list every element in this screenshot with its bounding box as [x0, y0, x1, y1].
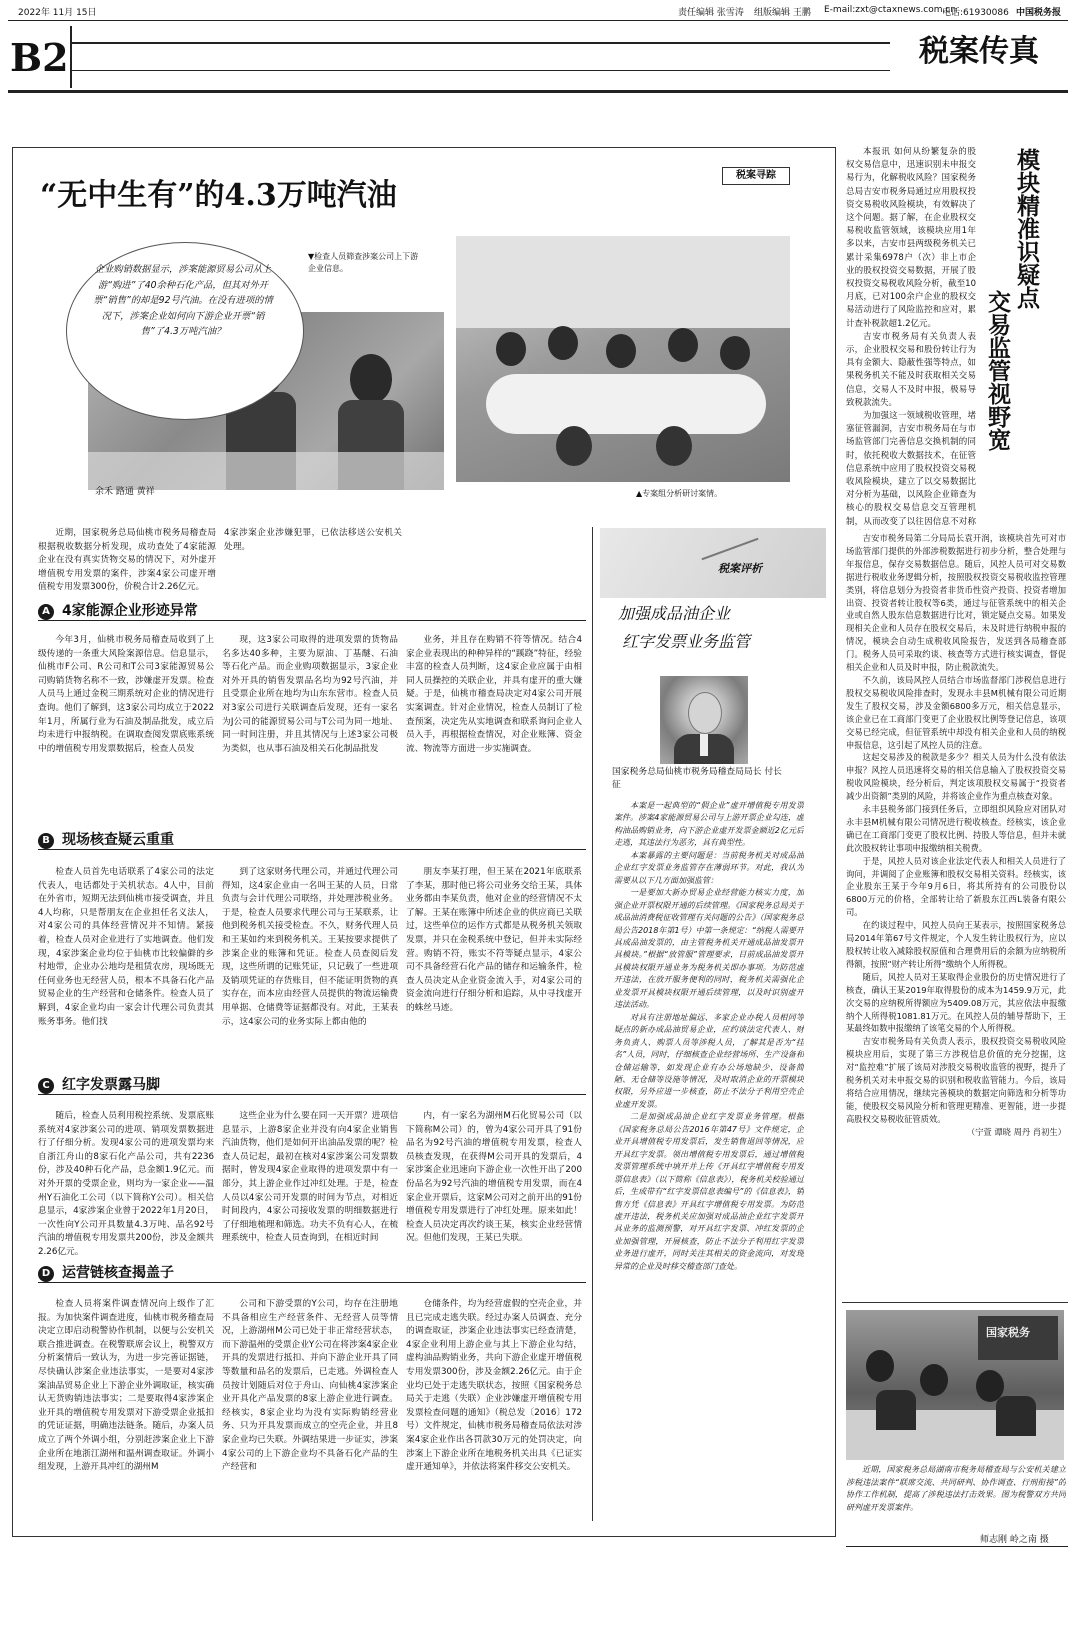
section-a-col-3: 业务，并且存在购销不符等情况。结合4家企业表现出的种种异样的“蹊跷”特征，经验丰富的检查人员判断，这4家企业应属于由相同人员操控的关联企业，并具有虚开的重大嫌疑。于是，仙桃市稽查局决定对4家公司开展实案调查。针对企业情况，检查人员制订了检查预案，决定先从实地调查和联系询问企业人员入手，再根据检查情况，对企业账簿、资金流、物流等方面进一步实施调查。: [406, 635, 582, 754]
section-a-title: 4家能源企业形迹异常: [62, 603, 198, 619]
section-title: 税案传真: [919, 34, 1039, 69]
commentary-paragraph: 本案是一起典型的“假企业”虚开增值税专用发票案件。涉案4家能源贸易公司与上游开票企业勾连，虚构油品购销业务，向下游企业虚开发票金额近2亿元后走逃，其违法行为恶劣，具有典型性。: [614, 801, 804, 848]
header-rule-lower: [72, 70, 890, 71]
sidebar-bottom-rule: [846, 1546, 1068, 1547]
contact-email: E-mail:zxt@ctaxnews.com.cn: [824, 5, 957, 15]
section-d-badge: D: [38, 1266, 54, 1282]
section-a-col-1: 今年3月，仙桃市税务局稽查局收到了上级传递的一条重大风险案源信息。信息显示，仙桃市F公司、R公司和T公司3家能源贸易公司购销货物名称不一致，涉嫌虚开发票。检查人员马上通过金税三期系统对企业的情况进行查询。他们了解到，这3家公司均成立于2022年1月，所属行业为石油及制品批发，成立后均未进行申报纳税。在调取查阅发票底账系统中的增值税专用发票数据后，检查人员发: [38, 635, 214, 754]
section-c-col-3: 内，有一家名为湖州M石化贸易公司（以下简称M公司）的，曾为4家公司开具了91份品名为92号汽油的增值税专用发票，检查人员核查发现，在获得M公司开具的发票后，4家涉案企业迅速向下游企业一次性开出了200份品名为92号汽油的增值税专用发票，而在4家企业开票后，这家M公司对之前开出的91份增值税专用发票进行了冲红处理。原来如此！检查人员决定再次约谈王某，核实企业经营情况。但他们发现，王某已失联。: [406, 1111, 582, 1244]
article-lead: 企业购销数据显示，涉案能源贸易公司从上游“购进”了40余种石化产品，但其对外开票“销售”的却是92号汽油。在没有进项的情况下，涉案企业如何向下游企业开票“销售”了4.3万吨汽油？: [93, 264, 273, 337]
sidebar-byline: （宁萱 谭晓 周丹 肖初生）: [966, 1126, 1066, 1137]
section-c-rule: [38, 1094, 586, 1095]
photo-tax-police-meeting: [846, 1310, 1064, 1460]
header-rule-thin: [8, 20, 1068, 21]
section-b-col-3: 朋友李某打理，但王某在2021年底联系了李某，那时他已将公司业务交给王某，具体业务都由李某负责，他对企业的经营情况不太了解。王某在账簿中所述企业的供应商已关联过，这些单位的运作方式都是从税务机关领取发票，并只在金税系统中登记，但并未实际经营。购销不符，账实不符等疑点显示，4家公司不具备经营石化产品的储存和运输条件，检查人员决定从企业资金流入手，对4家公司的资金流向进行仔细分析和追踪，从中寻找虚开的蛛丝马迹。: [406, 867, 582, 1013]
section-a-col-2: 现，这3家公司取得的进项发票的货物品名多达40多种，主要为原油、丁基醚、石油等石化产品。而企业购项数据显示，3家企业对外开具的销售发票品名均为92号汽油，并且受票企业所在地均为山东东营市。检查人员对3家公司进行关联调查后发现，还有一家名为J公司的能源贸易公司与T公司为同一地址、同一时间注册，并且其情况与上述3家公司极为类似，也从事石油及相关石化制品批发: [222, 635, 398, 754]
section-d-title: 运营链核查揭盖子: [62, 1265, 174, 1281]
paper-name: 中国税务报: [1016, 8, 1062, 18]
sidebar-paragraph: 本报讯 如何从纷繁复杂的股权交易信息中，迅速识别未申报交易行为，化解税收风险？国家税务总局吉安市税务局通过应用股权投资交易税收风险模块，有效解决了这个问题。据了解，在企业股权交易税收监管领域，该模块应用1年多以来，吉安市县两级税务机关已累计采集6978户（次）非上市企业的股权投资交易数据，开展了股权投资交易税收风险分析，截至10月底，已对100余户企业的股权交易活动进行了风险监控和应对，累计查补税款超1.2亿元。: [846, 147, 976, 329]
section-d-heading: [38, 1262, 174, 1282]
sidebar-paragraph: 吉安市税务局有关负责人表示，股权投资交易税收风险模块应用后，实现了第三方涉税信息价值的充分挖掘，这对“监控难”扩展了该局对涉股交易税收监管的视野，提升了税务机关对未申报交易的识别和税收监管能力。今后，该局将结合应用情况，继续完善模块的数据定向筛选和分析等功能，使股权交易风险分析和管理更精准、更智能，进一步提高股权交易税收征管质效。: [846, 1036, 1066, 1124]
commentary-author: 国家税务总局仙桃市税务局稽查局局长 付长征: [612, 767, 782, 790]
sidebar-title-col-2: 交易监管视野宽: [984, 290, 1011, 451]
agency-sign-text: 国家税务: [986, 1326, 1030, 1339]
sidebar-paragraph: 永丰县税务部门接到任务后，立即组织风险应对团队对永丰县M机械有限公司情况进行税收核查。经核实，该企业确已在工商部门变更了股权比例、持股人等信息，但并未就此次股权转让事项申报缴纳相关税费。: [846, 804, 1066, 853]
section-c-heading: [38, 1074, 160, 1094]
sidebar-paragraph: 吉安市税务局第二分局局长袁开润，该模块首先可对市场监管部门提供的外部涉税数据进行初步分析，整合处理与年报信息，保存交易数据信息。随后，风控人员可对交易数据进行税收业务逻辑分析，按照股权投资交易税收监控管理类别，将信息划分为投资者非货币性资产投资、投资者增加出资、投资者转让股权等6类，通过与征管系统中的相关企业或自然人股东信息数据进行比对，锁定疑点交易。如果发现相关企业和人员存在股权交易后，未及时进行纳税申报的情况，模块会自动生成税收风险报告，发送到各局稽查部门。税务人员可采取约谈、核查等方式进行核实调查，督促相关企业和人员及时申报，防止税款流失。: [846, 533, 1066, 673]
commentary-tag-banner: [600, 528, 826, 598]
section-b-heading: [38, 829, 174, 849]
commentary-title: [618, 600, 818, 656]
sidebar-photo-credit: 师志刚 岭之南 摄: [980, 1535, 1049, 1545]
commentary-paragraph: 对具有注册地址偏远、多家企业办税人员相同等疑点的新办成品油贸易企业，应约谈法定代表人、财务负责人、购票人员等涉税人员，了解其是否为“挂名”人员，同时，仔细核查企业经营场所、生产设备和仓储运输等，如发现企业有办公场地缺少、设备简陋、无仓储等设施等情况，及时取消企业的开票模块权限，另外应进一步核查，防止不法分子利用空壳企业虚开发票。: [614, 1012, 804, 1109]
sidebar-paragraph: 为加强这一领域税收管理，堵塞征管漏洞，吉安市税务局在与市场监管部门完善信息交换机制的同时，依托税收大数据技术，在征管信息系统中应用了股权投资交易税收风险模块，建立了以交易数据比对分析为基础，以风险企业筛查为核心的股权交易信息交互管理机制，从而改变了以往因信息不对称: [846, 411, 976, 527]
section-a-rule: [38, 620, 586, 621]
commentary-title-line-2: 红字发票业务监管: [622, 632, 751, 651]
section-b-badge: B: [38, 833, 54, 849]
header-rule-upper: [72, 42, 890, 44]
issue-date: 2022年 11月 15日: [18, 8, 97, 18]
sidebar-paragraph: 吉安市税务局有关负责人表示，企业股权交易和股份转让行为具有金额大、隐蔽性强等特点，如果税务机关不能及时获取相关交易信息，交易人不及时申报，极易导致税款流失。: [846, 331, 976, 408]
section-b-title: 现场核查疑云重重: [62, 832, 174, 848]
sidebar-photo-rule: [842, 1302, 1068, 1303]
sidebar-paragraph: 在约谈过程中，风控人员向王某表示，按照国家税务总局2014年第67号文件规定，个人发生转让股权行为，应以股权转让收入减除股权原值和合理费用后的余额为应纳税所得额，按照“财产转让所得”缴纳个人所得税。: [846, 920, 1066, 969]
section-c-col-2: 这些企业为什么要在同一天开票？进项信息显示，上游8家企业并没有向4家企业销售汽油货物，他们是如何开出油品发票的呢？检查人员记起，最初在核对4家涉案公司发票数据时，曾发现4家企业取得的进项发票中有一部分，其上游企业作过冲红处理。于是，检查人员以4家公司开发票的时间为节点，对相近时间段内，4家公司接收发票的明细数据进行了仔细地梳理和筛选。功夫不负有心人，在梳理系统中，检查人员查询到，在相近时间: [222, 1111, 398, 1244]
section-c-col-1: 随后，检查人员利用税控系统、发票底账系统对4家涉案公司的进项、销项发票数据进行了仔细分析。发现4家公司的进项发票均来自浙江舟山的8家石化产品公司，共有2236份，涉及40种石化产品，总金额1.9亿元。而对外开票的受票企业，则均为一家企业——温州Y石油化工公司（以下简称Y公司）。相关信息显示，4家涉案企业曾于2022年1月20日，一次性向Y公司开具数量4.3万吨、品名92号汽油的增值税专用发票共200份，涉及金额共2.26亿元。: [38, 1111, 214, 1257]
section-d-col-3: 仓储条件，均为经营虚假的空壳企业，并且已完成走逃失联。经过办案人员调查、充分的调查取证，涉案企业违法事实已经查清楚，4家企业利用上游企业与其上下游企业勾结，虚构油品购销业务，共向下游企业虚开增值税专用发票300份，涉及金额2.26亿元。由于企业均已处于走逃失联状态，按照《国家税务总局关于走逃（失联）企业涉嫌虚开增值税专用发票检查问题的通知》（税总发〔2016〕172号）文件规定，仙桃市税务局稽查局依法对涉案4家企业作出各罚款30万元的处罚决定，向涉案上下游企业所在地税务机关出具《已证实虚开通知单》，并依法将案件移交公安机关。: [406, 1299, 582, 1473]
page-code-divider: [70, 26, 72, 88]
sidebar-body-top: [846, 146, 976, 530]
quill-icon: [701, 538, 758, 560]
photo-caption-top: ▼检查人员筛查涉案公司上下游企业信息。: [308, 252, 419, 273]
article-title: “无中生有”的4.3万吨汽油: [40, 178, 397, 213]
page-code: B2: [10, 35, 69, 80]
commentary-paragraph: 一是要加大新办贸易企业经营能力核实力度，加强企业开票权限开通的后续管理。《国家税务总局关于成品油消费税征收管理有关问题的公告》（国家税务总局公告2018年第1号）中第一条规定：“纳税人需要开具成品油发票的，由主管税务机关开通成品油发票开具模块。”根据“放管服”管理要求，目前成品油发票开具模块权限开通业务为税务机关即办事项。为防范虚开违法，在放开服务便利的同时，税务机关需强化企业发票开具模块权限开通后续管理，以及时识别虚开违法活动。: [614, 888, 804, 1010]
contact-phone: 电话:61930086: [942, 8, 1009, 18]
section-b-col-2: 到了这家财务代理公司，并通过代理公司得知，这4家企业由一名叫王某的人员，日常负责与会计代理公司联络，并处理涉税业务。于是，检查人员要求代理公司与王某联系，让他到税务机关接受检查。不久，财务代理人员和王某如约来到税务机关。王某按要求提供了涉案企业的账簿和凭证。检查人员查阅后发现，这些所谓的记账凭证，只记载了一些进项及销项凭证的存货账目，但不能证明货物的真实存在，而本应由经营人员提供的物流运输费用单据、仓储费等证据都没有。对此，王某表示，这4家公司的业务实际上都由他的: [222, 867, 398, 1027]
sidebar-title-col-1: 模块精准识疑点: [1013, 148, 1040, 309]
section-b-rule: [38, 849, 586, 850]
editor-credit: 责任编辑 张雪涛: [678, 8, 744, 18]
commentary-title-line-1: 加强成品油企业: [618, 604, 731, 623]
photo-case-analysis-meeting: [456, 236, 790, 482]
sidebar-paragraph: 于是，风控人员对该企业法定代表人和相关人员进行了询问，并调阅了企业账簿和股权交易相关资料。经核实，该企业股东王某于今年9月6日，将其所持有的公司股份以6800万元的价格，全部转让给了新股东江西L装备有限公司。: [846, 855, 1066, 918]
column-tag: 税案寻踪: [722, 167, 790, 185]
commentary-paragraph: 二是加强成品油企业红字发票业务管理。根据《国家税务总局公告2016年第47号》文件规定，企业开具增值税专用发票后，发生销售退回等情况，应开具红字发票。领出增值税专用发票后，通过增值税发票管理系统中填开并上传《开具红字增值税专用发票信息表》（以下简称《信息表》），税务机关校验通过后，生成带有“红字发票信息表编号”的《信息表》，销售方凭《信息表》开具红字增值税专用发票。为防范虚开违法，税务机关应加强对成品油企业红字发票开具业务的监测预警，对开具红字发票、冲红发票的企业加强管理，开展核查，防止不法分子利用红字发票业务进行虚开，同时关注其相关的资金流向，对发现异常的企业及时移交稽查部门查处。: [614, 1112, 804, 1271]
article-byline: 余禾 路通 黄祥: [95, 487, 155, 497]
sidebar-paragraph: 这起交易涉及的税款是多少？相关人员为什么没有依法申报？风控人员迅速将交易的相关信息输入了股权投资交易税收风险模块，经分析后，判定该项股权交易属于“投资者减少出资额”类别的风险，并将该企业作为重点核查对象。: [846, 752, 1066, 802]
layout-editor-credit: 组版编辑 王鹏: [754, 8, 811, 18]
commentary-body: [614, 800, 804, 1512]
section-d-col-2: 公司和下游受票的Y公司，均存在注册地不具备相应生产经营条件、无经营人员等情况，上游湖州M公司已处于非正常经营状态，而下游温州的受票企业Y公司在将涉案4家企业开具的发票进行抵扣、并向下游企业开具了同等数量和品名的发票后，已走逃。外调检查人员按计划随后对位于舟山、向仙桃4家涉案企业开具化产品发票的8家上游企业进行调查。经核实，8家企业均为没有实际购销经营业务、只为开具发票而成立的空壳企业，并且8家企业均已失联。外调结果进一步证实，涉案4家公司的上下游企业均不具备石化产品的生产经营和: [222, 1299, 398, 1473]
commentary-tag: 税案评析: [718, 562, 762, 575]
intro-paragraph-2: 4家涉案企业涉嫌犯罪，已依法移送公安机关处理。: [224, 528, 402, 552]
sidebar-paragraph: 随后，风控人员对王某取得企业股份的历史情况进行了核查，确认王某2019年取得股份的成本为1459.9万元，此次交易的应纳税所得额应为5409.08万元，其应依法申报缴纳个人所得税1081.81万元。在风控人员的辅导帮助下，王某最终如数申报缴纳了该笔交易的个人所得税。: [846, 971, 1066, 1034]
section-a-badge: A: [38, 604, 54, 620]
section-b-col-1: 检查人员首先电话联系了4家公司的法定代表人，电话都处于关机状态。4人中，目前在外省市，短期无法到仙桃市接受调查，并且4人均称，只是帮朋友在企业担任名义法人，对4家公司的具体经营情况并不知情。紧接着，检查人员对企业进行了实地调查。他们发现，4家涉案企业均位于仙桃市比较偏僻的乡村地带，企业办公地均是租赁农房，现场既无任何业务也无经营人员，根本不具备石化产品贸易企业的生产经营和仓储条件。检查人员了解到，4家企业均由一家会计代理公司负责其账务事务。他们找: [38, 867, 214, 1027]
section-d-rule: [38, 1282, 586, 1283]
commentary-paragraph: 本案暴露的主要问题是：当前税务机关对成品油企业红字发票业务监管存在薄弱环节。对此，我认为需要从以下几方面加强监管：: [614, 850, 804, 885]
intro-paragraph-1: 近期，国家税务总局仙桃市税务局稽查局根据税收数据分析发现，成功查处了4家能源企业在没有真实货物交易的情况下，对外虚开增值税专用发票的案件，涉案4家公司虚开增值税专用发票300份，价税合计2.26亿元。: [38, 528, 216, 593]
section-c-badge: C: [38, 1078, 54, 1094]
commentary-divider: [592, 527, 593, 1521]
section-a-heading: [38, 600, 198, 620]
sidebar-paragraph: 不久前，该局风控人员结合市场监督部门涉税信息进行股权交易税收风险排查时，发现永丰县M机械有限公司近期发生了股权交易，涉及金额6800多万元，相关信息显示，该企业已在工商部门变更了企业股权比例等登记信息，该项交易已经完成，但征管系统中却没有相关企业和人员的纳税申报信息，这引起了风控人员的注意。: [846, 674, 1066, 750]
section-d-col-1: 检查人员将案件调查情况向上级作了汇报。为加快案件调查进度，仙桃市税务稽查局决定立即启动税警协作机制，以便与公安机关联合推进调查。在税警联席会议上，税警双方分析案情后一致认为，为进一步完善证据链，尽快确认涉案企业违法事实，一是要对4家涉案油品贸易企业上下游企业外调取证，核实确认无货购销违法事实；二是要取得4家涉案企业开具的增值税专用发票对下游受票企业抵扣的凭证证据，明确违法链条。随后，办案人员成立了两个外调小组，分别赶涉案企业上下游企业所在地浙江湖州和温州调查取证。外调小组发现，上游开具冲红的湖州M: [38, 1299, 214, 1473]
section-c-title: 红字发票露马脚: [62, 1077, 160, 1093]
photo-caption-bottom: ▲专案组分析研讨案情。: [636, 489, 723, 498]
sidebar-photo-caption: 近期，国家税务总局湖南市税务局稽查局与公安机关建立涉税违法案件“联席交流、共同研判、协作调查、行刑衔接”的协作工作机制，提高了涉税违法打击效果。图为税警双方共同研判虚开发票案件。: [846, 1465, 1066, 1512]
author-portrait: [660, 676, 748, 764]
header-rule-thick: [8, 90, 1068, 93]
